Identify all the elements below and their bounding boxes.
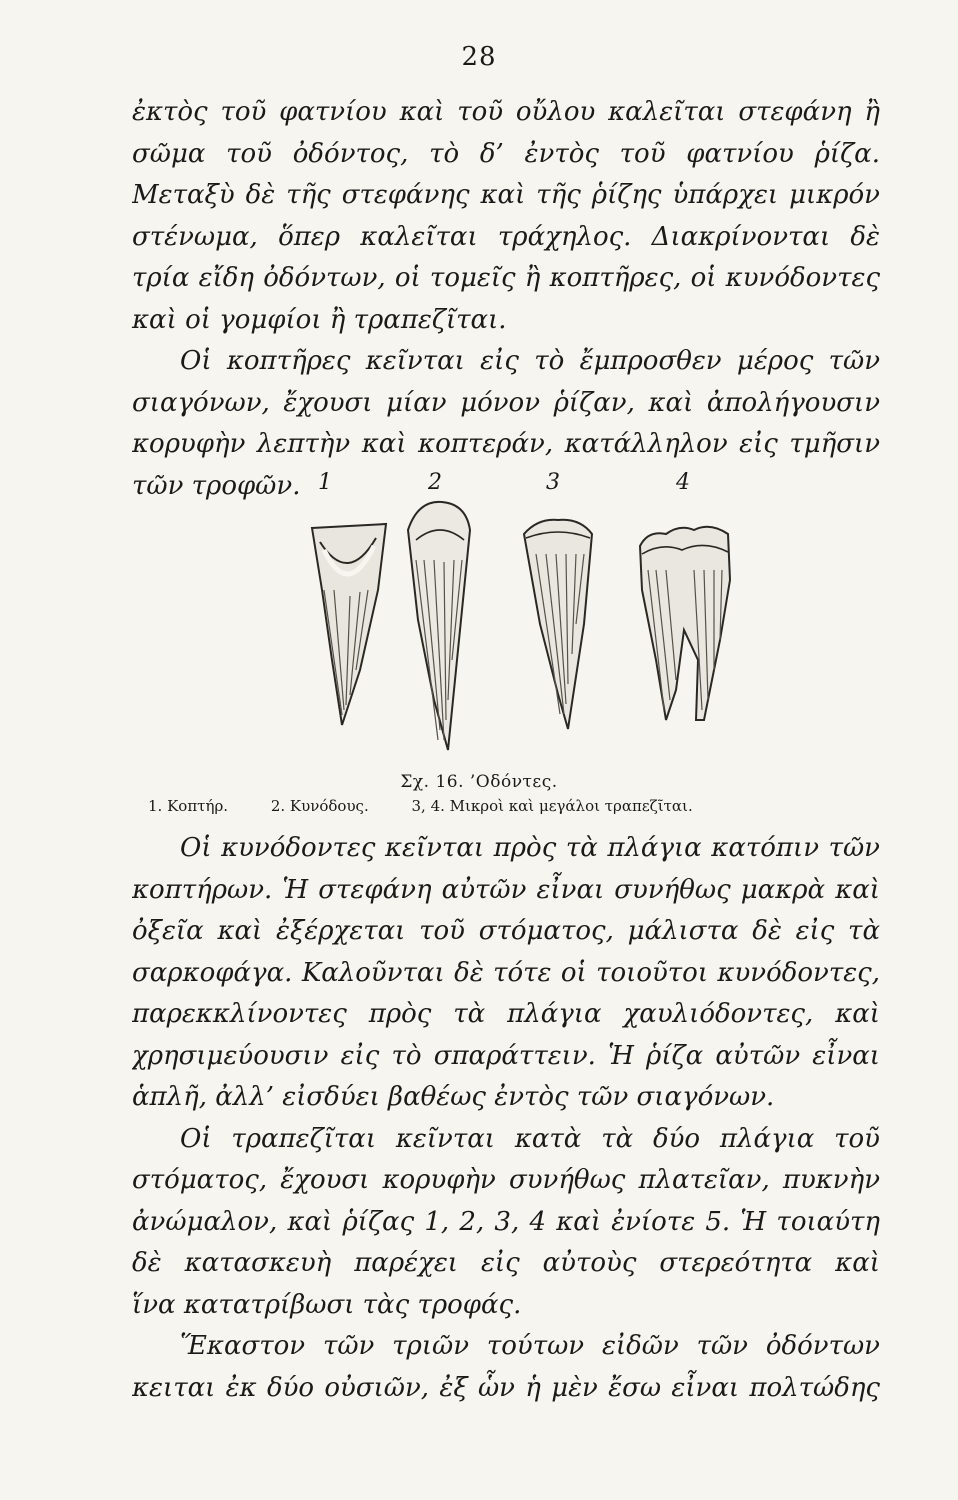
figure-label-2: 2 <box>428 470 442 495</box>
text-line: ὀξεῖα καὶ ἐξέρχεται τοῦ στόματος, μάλιστα δὲ εἰς τὰ <box>132 916 880 946</box>
text-line: Ἕκαστον τῶν τριῶν τούτων εἰδῶν τῶν ὀδόντων <box>180 1331 880 1361</box>
text-line: σῶμα τοῦ ὀδόντος, τὸ δ’ ἐντὸς τοῦ φατνίου ῥίζα. <box>132 138 880 169</box>
text-block-top <box>132 92 880 507</box>
legend-item: 3, 4. Μικροὶ καὶ μεγάλοι τραπεζῖται. <box>411 797 693 815</box>
canine-tooth-illustration <box>400 500 480 760</box>
text-line: Οἱ κοπτῆρες κεῖνται εἰς τὸ ἔμπροσθεν μέρος τῶν <box>180 346 880 376</box>
text-line: Οἱ κυνόδοντες κεῖνται πρὸς τὰ πλάγια κατόπιν τῶν <box>180 833 880 863</box>
incisor-tooth-illustration <box>294 520 404 730</box>
small-molar-tooth-illustration <box>518 514 598 734</box>
page-number: 28 <box>461 42 497 72</box>
text-line: στένωμα, ὅπερ καλεῖται τράχηλος. Διακρίνονται δὲ <box>132 221 880 252</box>
text-line: τρία εἴδη ὀδόντων, οἱ τομεῖς ἢ κοπτῆρες, οἱ κυνόδοντες <box>132 263 880 293</box>
figure-label-4: 4 <box>676 470 690 495</box>
text-line: κορυφὴν λεπτὴν καὶ κοπτεράν, κατάλληλον εἰς τμῆσιν <box>132 429 880 459</box>
text-line: ἵνα κατατρίβωσι τὰς τροφάς. <box>132 1289 522 1320</box>
figure-label-1: 1 <box>318 470 332 495</box>
text-line: σαρκοφάγα. Καλοῦνται δὲ τότε οἱ τοιοῦτοι κυνόδοντες, <box>132 957 880 988</box>
figure-legend <box>148 797 731 815</box>
text-line: χρησιμεύουσιν εἰς τὸ σπαράττειν. Ἡ ῥίζα αὐτῶν εἶναι <box>132 1040 880 1071</box>
text-line: τῶν τροφῶν. <box>132 470 301 501</box>
large-molar-tooth-illustration <box>632 520 742 730</box>
text-line: κοπτήρων. Ἡ στεφάνη αὐτῶν εἶναι συνήθως μακρὰ καὶ <box>132 874 880 905</box>
text-line: σιαγόνων, ἔχουσι μίαν μόνον ῥίζαν, καὶ ἀπολήγουσιν <box>132 387 880 418</box>
text-line: Μεταξὺ δὲ τῆς στεφάνης καὶ τῆς ῥίζης ὑπάρχει μικρόν <box>132 180 880 210</box>
text-line: δὲ κατασκευὴ παρέχει εἰς αὐτοὺς στερεότητα καὶ <box>132 1248 880 1278</box>
text-block-bottom <box>132 828 880 1409</box>
figure-caption: Σχ. 16. ’Οδόντες. <box>400 772 558 792</box>
legend-item: 1. Κοπτήρ. <box>148 797 229 815</box>
text-line: στόματος, ἔχουσι κορυφὴν συνήθως πλατεῖαν, πυκνὴν <box>132 1165 880 1195</box>
text-line: παρεκκλίνοντες πρὸς τὰ πλάγια χαυλιόδοντες, καὶ <box>132 999 880 1029</box>
legend-item: 2. Κυνόδους. <box>270 797 369 815</box>
text-line: κειται ἐκ δύο οὐσιῶν, ἐξ ὧν ἡ μὲν ἔσω εἶναι πολτώδης <box>132 1372 880 1403</box>
text-line: ἀνώμαλον, καὶ ῥίζας 1, 2, 3, 4 καὶ ἐνίοτε 5. Ἡ τοιαύτη <box>132 1206 880 1237</box>
text-line: ἁπλῆ, ἀλλ’ εἰσδύει βαθέως ἐντὸς τῶν σιαγόνων. <box>132 1082 775 1112</box>
figure-label-3: 3 <box>546 470 560 495</box>
text-line: Οἱ τραπεζῖται κεῖνται κατὰ τὰ δύο πλάγια τοῦ <box>180 1123 880 1154</box>
text-line: καὶ οἱ γομφίοι ἢ τραπεζῖται. <box>132 304 507 335</box>
text-line: ἐκτὸς τοῦ φατνίου καὶ τοῦ οὔλου καλεῖται στεφάνη ἢ <box>132 97 880 127</box>
